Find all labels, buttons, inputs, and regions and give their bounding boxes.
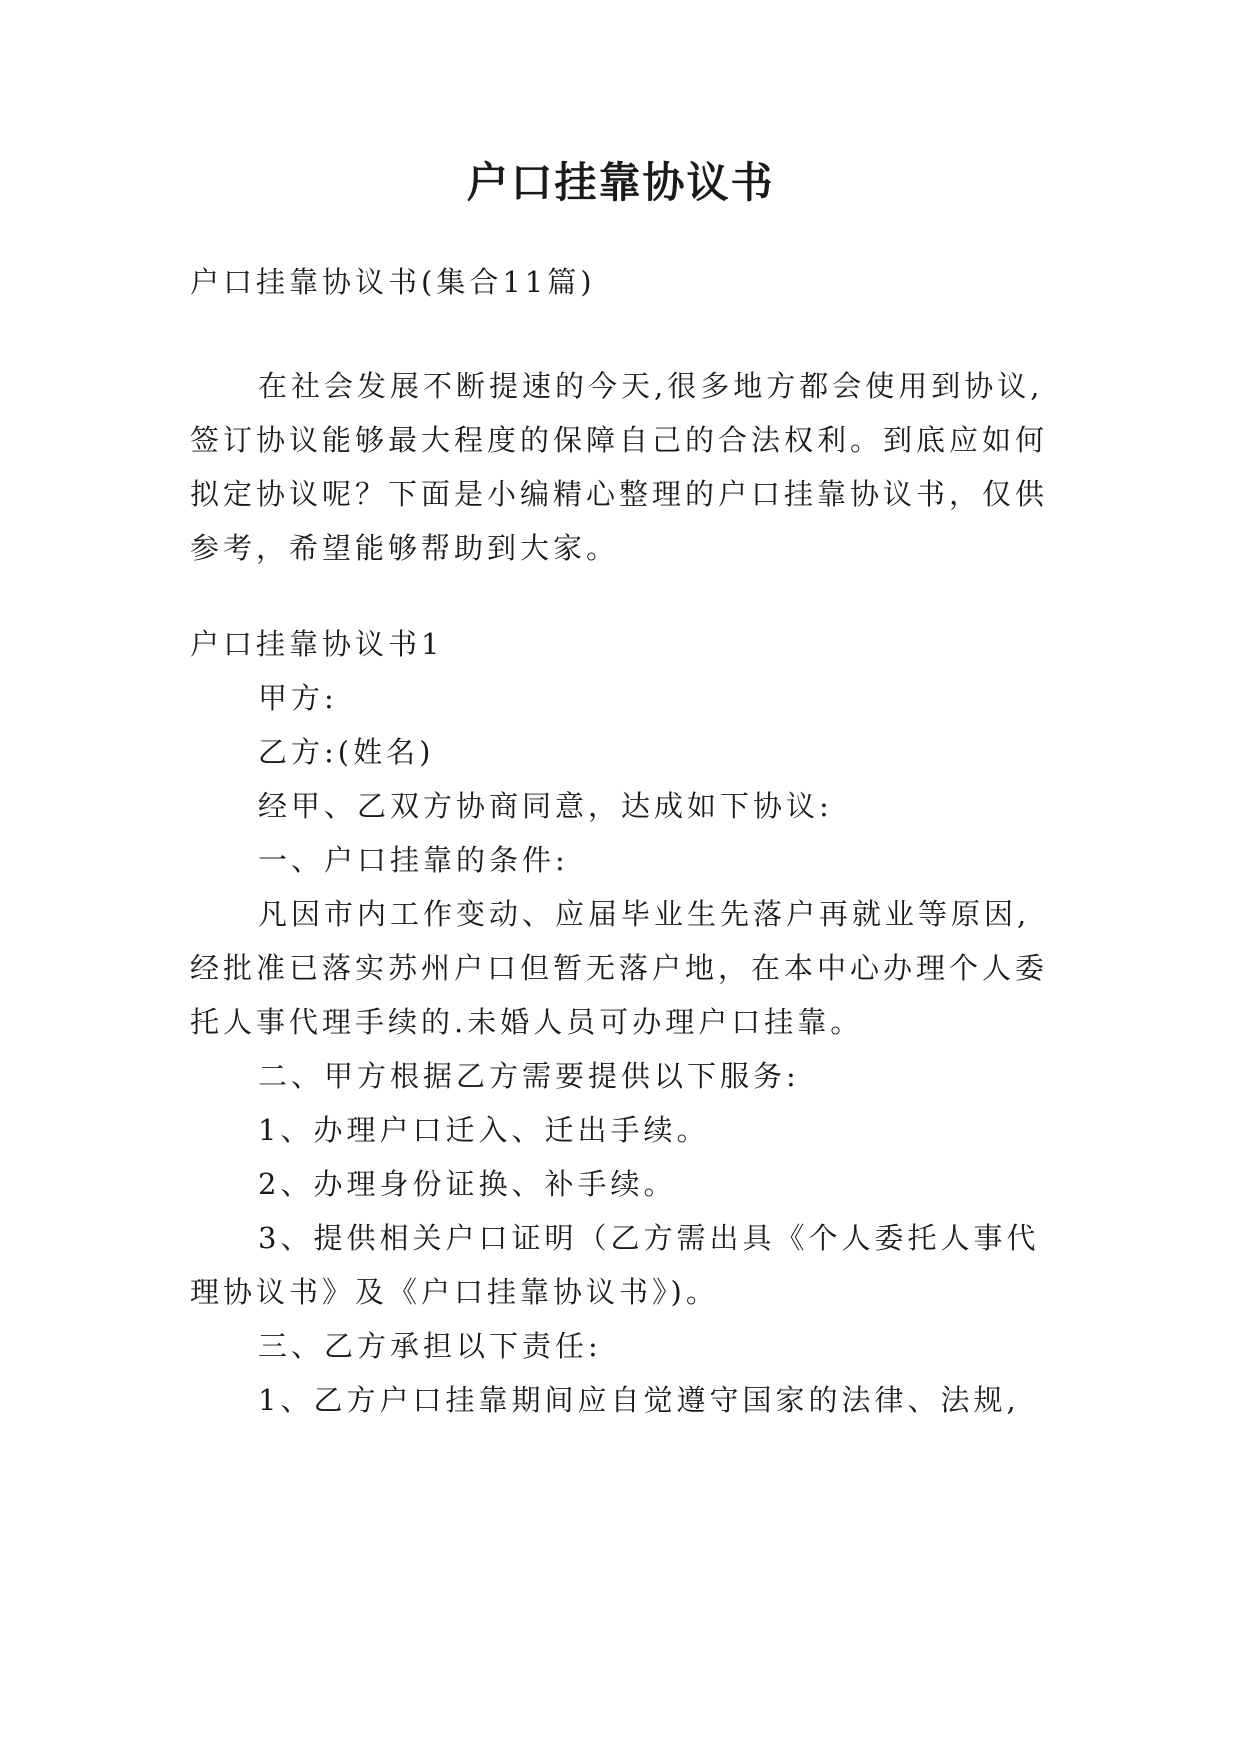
intro-line-2: 签订协议能够最大程度的保障自己的合法权利。到底应如何 xyxy=(190,423,1049,457)
clause-1-text-line-1: 凡因市内工作变动、应届毕业生先落户再就业等原因, xyxy=(258,897,1031,931)
intro-line-1: 在社会发展不断提速的今天,很多地方都会使用到协议, xyxy=(258,369,1044,403)
clause-2-heading: 二、甲方根据乙方需要提供以下服务: xyxy=(258,1059,800,1093)
party-b-line: 乙方:(姓名) xyxy=(258,735,435,769)
clause-3-item-1: 1、乙方户口挂靠期间应自觉遵守国家的法律、法规, xyxy=(258,1383,1020,1417)
clause-2-item-1: 1、办理户口迁入、迁出手续。 xyxy=(258,1113,710,1147)
clause-2-item-3-line-2: 理协议书》及《户口挂靠协议书》)。 xyxy=(190,1275,719,1309)
clause-1-heading: 一、户口挂靠的条件: xyxy=(258,843,569,877)
clause-2-item-3-line-1: 3、提供相关户口证明（乙方需出具《个人委托人事代 xyxy=(258,1221,1040,1255)
intro-line-4: 参考，希望能够帮助到大家。 xyxy=(190,531,620,565)
clause-1-text-line-2: 经批准已落实苏州户口但暂无落户地，在本中心办理个人委 xyxy=(190,951,1049,985)
intro-line-3: 拟定协议呢？下面是小编精心整理的户口挂靠协议书，仅供 xyxy=(190,477,1049,511)
clause-1-text-line-3: 托人事代理手续的.未婚人员可办理户口挂靠。 xyxy=(190,1005,864,1039)
document-title: 户口挂靠协议书 xyxy=(466,158,775,207)
section-heading: 户口挂靠协议书1 xyxy=(190,627,444,661)
document-subtitle: 户口挂靠协议书(集合11篇) xyxy=(190,265,596,299)
clause-3-heading: 三、乙方承担以下责任: xyxy=(258,1329,602,1363)
party-a-line: 甲方: xyxy=(258,681,338,715)
clause-2-item-2: 2、办理身份证换、补手续。 xyxy=(258,1167,677,1201)
agreement-intro-line: 经甲、乙双方协商同意，达成如下协议: xyxy=(258,789,833,823)
